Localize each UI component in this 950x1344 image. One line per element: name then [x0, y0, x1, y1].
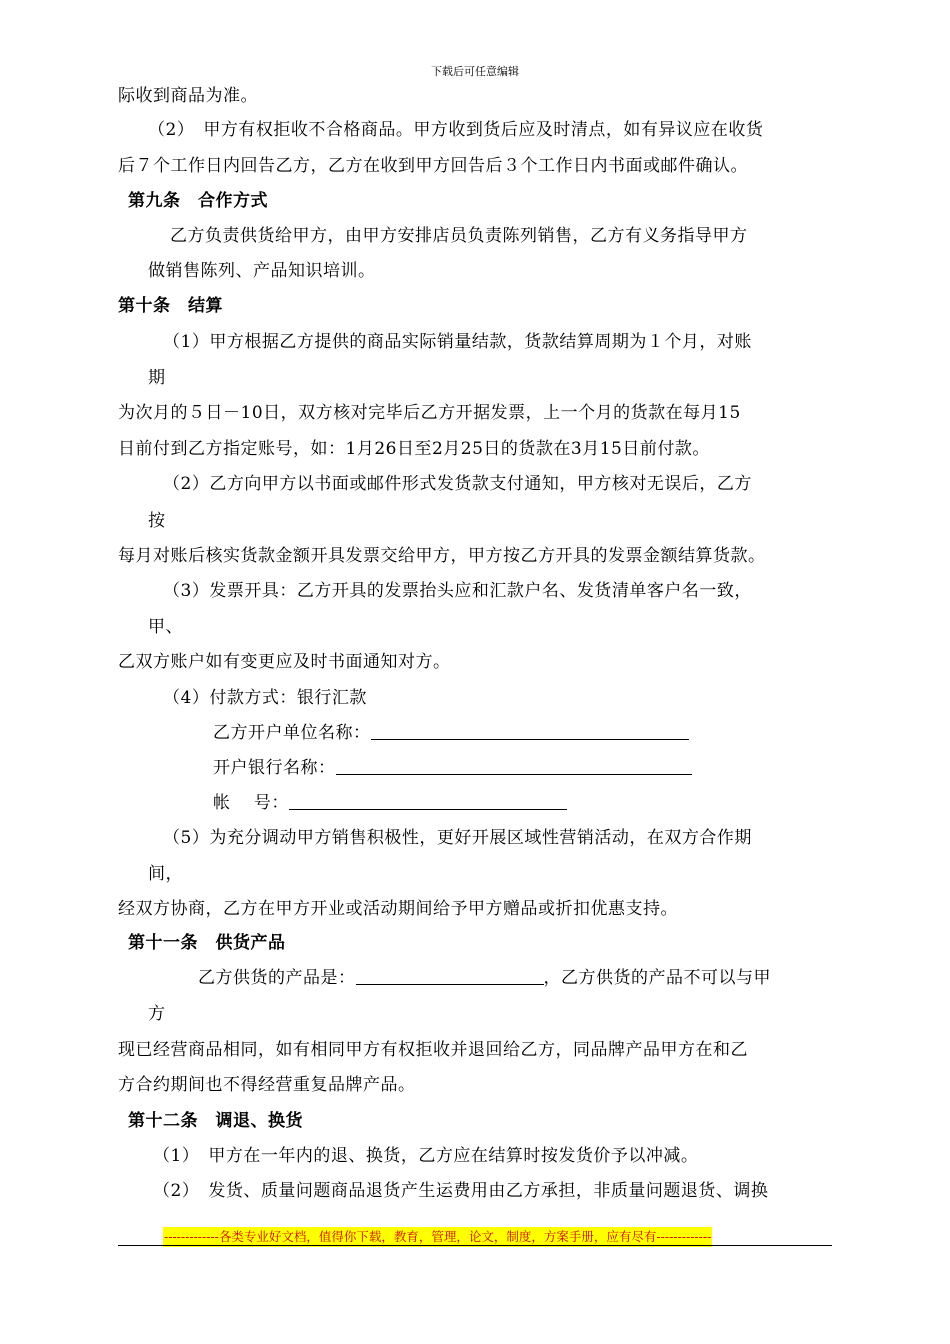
account-number-blank[interactable] — [289, 792, 567, 810]
section-heading-article-10: 第十条 结算 — [118, 296, 223, 316]
paragraph-line: 期 — [148, 368, 166, 388]
paragraph-line: （3）发票开具：乙方开具的发票抬头应和汇款户名、发货清单客户名一致， — [163, 581, 752, 601]
paragraph-line: （2）乙方向甲方以书面或邮件形式发货款支付通知，甲方核对无误后，乙方 — [163, 474, 752, 494]
paragraph-line: （2） 甲方有权拒收不合格商品。甲方收到货后应及时清点，如有异议应在收货 — [148, 120, 764, 140]
paragraph-line: （1）甲方根据乙方提供的商品实际销量结款，货款结算周期为１个月，对账 — [163, 332, 752, 352]
paragraph-line: 甲、 — [148, 617, 183, 637]
bank-name-field — [213, 756, 692, 780]
paragraph-line: 经双方协商，乙方在甲方开业或活动期间给予甲方赠品或折扣优惠支持。 — [118, 899, 678, 919]
paragraph-line: 为次月的５日－10日，双方核对完毕后乙方开据发票，上一个月的货款在每月15 — [118, 403, 741, 423]
payee-name-field — [213, 721, 689, 745]
account-number-field — [213, 791, 567, 815]
paragraph-line: 方合约期间也不得经营重复品牌产品。 — [118, 1075, 416, 1095]
bank-name-label: 开户银行名称： — [213, 758, 336, 778]
payee-name-label: 乙方开户单位名称： — [213, 723, 371, 743]
paragraph-line: （5）为充分调动甲方销售积极性，更好开展区域性营销活动，在双方合作期 — [163, 828, 752, 848]
paragraph-line: 按 — [148, 511, 166, 531]
payee-name-blank[interactable] — [371, 722, 689, 740]
section-heading-article-12: 第十二条 调退、换货 — [128, 1111, 303, 1131]
paragraph-line: 乙方负责供货给甲方，由甲方安排店员负责陈列销售，乙方有义务指导甲方 — [170, 226, 748, 246]
paragraph-line: （2） 发货、质量问题商品退货产生运费用由乙方承担，非质量问题退货、调换 — [153, 1181, 769, 1201]
account-number-label: 帐 号： — [213, 793, 289, 813]
paragraph-line: （1） 甲方在一年内的退、换货，乙方应在结算时按发货价予以冲减。 — [153, 1146, 699, 1166]
paragraph-line: 际收到商品为准。 — [118, 86, 258, 106]
paragraph-line: 乙双方账户如有变更应及时书面通知对方。 — [118, 652, 451, 672]
page-header-note: 下载后可任意编辑 — [431, 65, 519, 78]
supply-product-rest: ，乙方供货的产品不可以与甲 — [543, 968, 771, 988]
supply-product-line — [198, 966, 771, 990]
paragraph-line: 间， — [148, 864, 183, 884]
paragraph-line: 方 — [148, 1004, 166, 1024]
paragraph-line: 后７个工作日内回告乙方，乙方在收到甲方回告后３个工作日内书面或邮件确认。 — [118, 156, 748, 176]
section-heading-article-11: 第十一条 供货产品 — [128, 933, 286, 953]
paragraph-line: 日前付到乙方指定账号，如：1月26日至2月25日的货款在3月15日前付款。 — [118, 439, 710, 459]
paragraph-line: （4）付款方式：银行汇款 — [163, 688, 367, 708]
bank-name-blank[interactable] — [336, 757, 692, 775]
paragraph-line: 做销售陈列、产品知识培训。 — [148, 261, 376, 281]
paragraph-line: 现已经营商品相同，如有相同甲方有权拒收并退回给乙方，同品牌产品甲方在和乙 — [118, 1040, 748, 1060]
supply-product-label: 乙方供货的产品是： — [198, 968, 356, 988]
supply-product-blank[interactable] — [356, 967, 544, 985]
footer-banner: -------------各类专业好文档，值得你下载，教育，管理，论文，制度，方案手册，应有尽有------------- — [163, 1227, 712, 1247]
paragraph-line: 每月对账后核实货款金额开具发票交给甲方，甲方按乙方开具的发票金额结算货款。 — [118, 546, 766, 566]
footer-divider — [118, 1245, 832, 1246]
section-heading-article-9: 第九条 合作方式 — [128, 191, 268, 211]
